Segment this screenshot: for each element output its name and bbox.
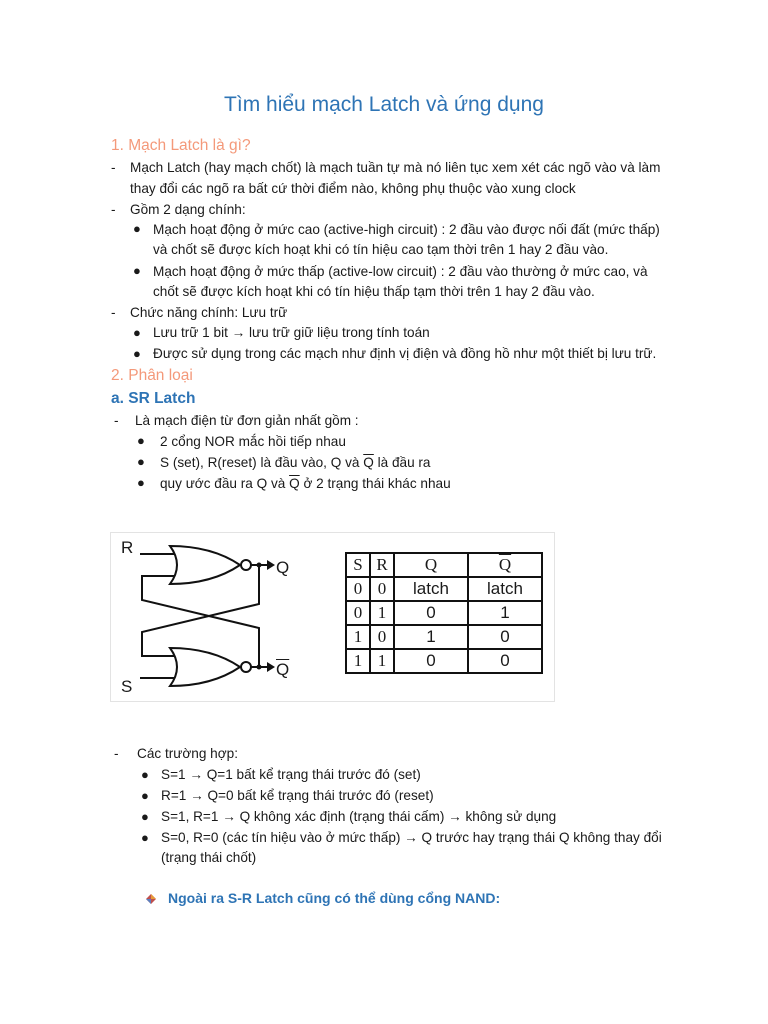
para-1-line-1: Mạch Latch (hay mạch chốt) là mạch tuần tự mà nó liên tục xem xét các ngõ vào và làm: [130, 160, 661, 175]
bullet-4: Được sử dụng trong các mạch như định vị điện và đồng hồ như một thiết bị lưu trữ.: [153, 346, 657, 361]
table-row: [346, 601, 542, 625]
table-cell: 1: [468, 601, 542, 625]
bullet-dot: ●: [133, 221, 141, 236]
nor-bubble-top: [241, 560, 251, 570]
dash-marker: -: [111, 202, 116, 217]
bullet-dot: ●: [137, 475, 145, 490]
bullet-1-line-2: và chốt sẽ được kích hoạt khi có tín hiệu cao tạm thời trên 1 hay 2 đầu vào.: [153, 242, 609, 257]
table-header-row: [346, 553, 542, 577]
sr-bullet-3-post: ở 2 trạng thái khác nhau: [299, 476, 451, 491]
table-cell: 1: [346, 625, 370, 649]
table-cell: latch: [468, 577, 542, 601]
sr-bullet-1: 2 cổng NOR mắc hồi tiếp nhau: [160, 434, 346, 449]
truth-table: [345, 552, 543, 674]
sr-bullet-3-pre: quy ước đầu ra Q và: [160, 476, 290, 491]
table-cell: 1: [370, 601, 394, 625]
bullet-dot: ●: [141, 809, 149, 824]
table-cell: 0: [394, 649, 468, 673]
bullet-2-line-1: Mạch hoạt động ở mức thấp (active-low circuit) : 2 đầu vào thường ở mức cao, và: [153, 264, 648, 279]
header-cell: S: [346, 553, 370, 577]
nor-gate-bottom: [170, 648, 240, 686]
bullet-dot: ●: [133, 346, 141, 361]
cases-heading: Các trường hợp:: [137, 746, 238, 761]
sr-bullet-2-post: là đầu ra: [373, 455, 431, 470]
bullet-dot: ●: [137, 454, 145, 469]
sr-intro: Là mạch điện từ đơn giản nhất gồm :: [135, 413, 359, 428]
header-cell: $\overline{Q}$: [468, 553, 542, 577]
table-cell: 0: [346, 601, 370, 625]
label-q-bar: $\overline{Q}$: [276, 660, 290, 679]
dash-marker: -: [111, 160, 116, 175]
nor-bubble-bottom: [241, 662, 251, 672]
bullet-1-line-1: Mạch hoạt động ở mức cao (active-high circuit) : 2 đầu vào được nối đất (mức thấp): [153, 222, 660, 237]
table-cell: 1: [370, 649, 394, 673]
subsection-a-heading: a. SR Latch: [111, 390, 196, 407]
case-4-line-2: (trạng thái chốt): [161, 850, 257, 865]
para-3: Chức năng chính: Lưu trữ: [130, 305, 288, 320]
label-s: S: [121, 677, 133, 696]
label-q: Q: [276, 558, 290, 577]
table-cell: 1: [394, 625, 468, 649]
bullet-3: Lưu trữ 1 bit → lưu trữ giữ liệu trong tính toán: [153, 325, 430, 340]
case-4-line-1: S=0, R=0 (các tín hiệu vào ở mức thấp) → Q trước hay trạng thái Q không thay đổi: [161, 830, 662, 845]
table-cell: 0: [394, 601, 468, 625]
table-row: [346, 577, 542, 601]
table-cell: 0: [370, 577, 394, 601]
sr-bullet-2: [160, 453, 431, 473]
sr-bullet-2-pre: S (set), R(reset) là đầu vào, Q và: [160, 455, 364, 470]
table-cell: 0: [346, 577, 370, 601]
arrow-bullet-icon: [145, 893, 157, 905]
table-cell: 0: [370, 625, 394, 649]
header-cell: Q: [394, 553, 468, 577]
q-bar-text: $\overline{Q}$: [289, 476, 300, 491]
dash-marker: -: [114, 746, 119, 761]
table-row: [346, 625, 542, 649]
case-1: S=1 → Q=1 bất kể trạng thái trước đó (set): [161, 767, 421, 782]
nand-note: Ngoài ra S-R Latch cũng có thể dùng cổng NAND:: [168, 890, 501, 906]
bullet-dot: ●: [141, 788, 149, 803]
sr-latch-circuit: [112, 534, 342, 700]
bullet-dot: ●: [133, 325, 141, 340]
section-2-heading: 2. Phân loại: [111, 367, 193, 384]
case-2: R=1 → Q=0 bất kể trạng thái trước đó (reset): [161, 788, 434, 803]
bullet-dot: ●: [141, 767, 149, 782]
q-bar-text: $\overline{Q}$: [363, 455, 374, 470]
table-cell: 1: [346, 649, 370, 673]
header-cell: R: [370, 553, 394, 577]
para-1-line-2: thay đổi các ngõ ra bất cứ thời điểm nào, không phụ thuộc vào xung clock: [130, 181, 576, 196]
section-1-heading: 1. Mạch Latch là gì?: [111, 137, 251, 154]
case-3: S=1, R=1 → Q không xác định (trạng thái cấm) → không sử dụng: [161, 809, 557, 824]
nor-gate-top: [170, 546, 240, 584]
page-title: Tìm hiểu mạch Latch và ứng dụng: [224, 93, 544, 116]
table-cell: 0: [468, 625, 542, 649]
bullet-2-line-2: chốt sẽ được kích hoạt khi có tín hiệu thấp tạm thời trên 1 hay 2 đầu vào.: [153, 284, 595, 299]
dash-marker: -: [111, 305, 116, 320]
bullet-dot: ●: [137, 433, 145, 448]
label-r: R: [121, 538, 134, 557]
sr-bullet-3: [160, 474, 451, 494]
table-row: [346, 649, 542, 673]
dash-marker: -: [114, 413, 119, 428]
bullet-dot: ●: [141, 830, 149, 845]
para-2: Gồm 2 dạng chính:: [130, 202, 246, 217]
bullet-dot: ●: [133, 263, 141, 278]
table-cell: 0: [468, 649, 542, 673]
table-cell: latch: [394, 577, 468, 601]
